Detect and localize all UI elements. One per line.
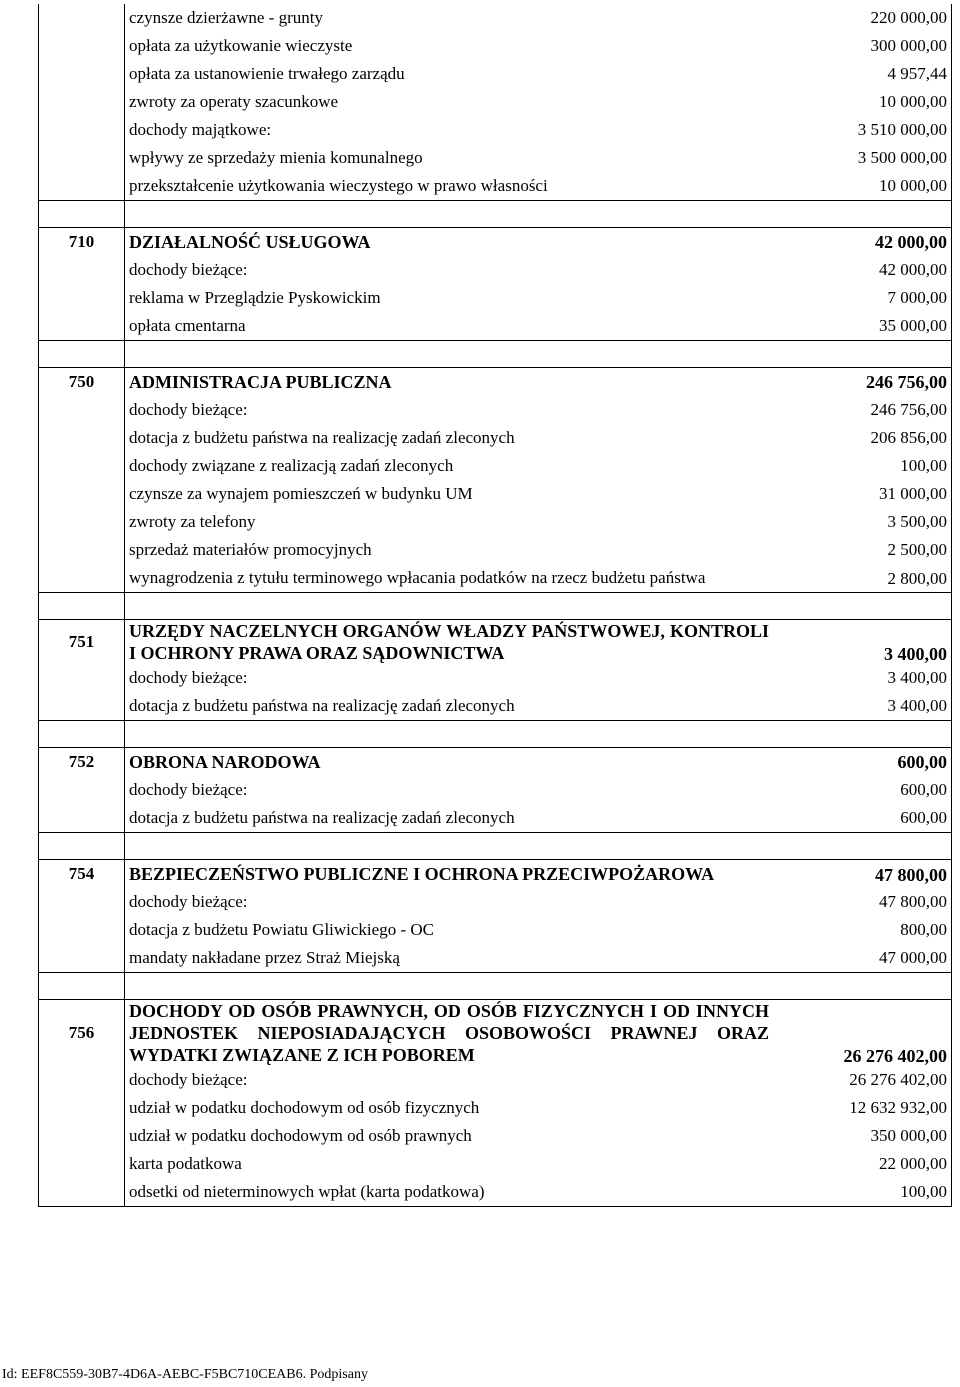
row-content (129, 892, 947, 912)
section-code-cell (39, 564, 125, 593)
table-row (39, 4, 952, 32)
description-cell (125, 32, 952, 60)
description-cell (125, 396, 952, 424)
section-code-cell (39, 256, 125, 284)
table-row (39, 916, 952, 944)
section-spacer-row (39, 721, 952, 748)
row-content (129, 1126, 947, 1146)
description-cell (125, 860, 952, 889)
table-row (39, 508, 952, 536)
table-row (39, 804, 952, 833)
section-code-cell (39, 1178, 125, 1207)
table-row (39, 256, 952, 284)
item-amount: 2 800,00 (887, 569, 947, 588)
row-content (129, 567, 947, 589)
description-cell (125, 776, 952, 804)
spacer-cell (39, 341, 125, 368)
section-spacer-row (39, 833, 952, 860)
table-row (39, 424, 952, 452)
row-content (129, 316, 947, 336)
item-amount: 12 632 932,00 (849, 1098, 947, 1117)
section-code-cell (39, 88, 125, 116)
item-description: opłata cmentarna (129, 316, 246, 335)
item-description: dotacja z budżetu Powiatu Gliwickiego - OC (129, 920, 434, 939)
table-row (39, 888, 952, 916)
section-title: OBRONA NARODOWA (129, 752, 321, 772)
section-code-cell (39, 536, 125, 564)
item-description: sprzedaż materiałów promocyjnych (129, 540, 372, 559)
item-description: wynagrodzenia z tytułu terminowego wpłacania podatków na rzecz budżetu państwa (129, 568, 706, 587)
description-cell (125, 944, 952, 973)
table-row (39, 88, 952, 116)
section-code-cell (39, 172, 125, 201)
item-description: odsetki od nieterminowych wpłat (karta podatkowa) (129, 1182, 485, 1201)
item-description: przekształcenie użytkowania wieczystego w prawo własności (129, 176, 548, 195)
section-total-amount: 47 800,00 (875, 865, 947, 885)
budget-table (38, 4, 952, 1207)
section-code-cell (39, 396, 125, 424)
section-title: DZIAŁALNOŚĆ USŁUGOWA (129, 232, 371, 252)
row-content (129, 668, 947, 688)
item-amount: 100,00 (900, 456, 947, 475)
section-spacer-row (39, 973, 952, 1000)
section-title: DOCHODY OD OSÓB PRAWNYCH, OD OSÓB FIZYCZNYCH I OD INNYCH JEDNOSTEK NIEPOSIADAJĄCYCH OSOBOWOŚCI PRAWNEJ ORAZ WYDATKI ZWIĄZANE Z ICH POBOREM (129, 1001, 769, 1065)
item-description: dochody majątkowe: (129, 120, 272, 139)
description-cell (125, 536, 952, 564)
row-content (129, 232, 947, 252)
description-cell (125, 1122, 952, 1150)
section-total-amount: 26 276 402,00 (843, 1046, 947, 1066)
item-amount: 4 957,44 (887, 64, 947, 83)
section-code-cell: 754 (39, 860, 125, 889)
section-code-cell (39, 144, 125, 172)
section-code-cell: 710 (39, 228, 125, 257)
item-description: wpływy ze sprzedaży mienia komunalnego (129, 148, 423, 167)
item-amount: 600,00 (900, 808, 947, 827)
row-content (129, 780, 947, 800)
section-heading-row (39, 368, 952, 397)
description-cell (125, 144, 952, 172)
section-code-cell (39, 1150, 125, 1178)
section-code-cell (39, 452, 125, 480)
item-description: dochody bieżące: (129, 1070, 248, 1089)
item-amount: 10 000,00 (879, 176, 947, 195)
budget-table-body (39, 4, 952, 1207)
description-cell (125, 916, 952, 944)
row-content (129, 540, 947, 560)
item-description: czynsze za wynajem pomieszczeń w budynku UM (129, 484, 473, 503)
section-title: ADMINISTRACJA PUBLICZNA (129, 372, 392, 392)
description-cell (125, 1066, 952, 1094)
table-row (39, 396, 952, 424)
section-title: URZĘDY NACZELNYCH ORGANÓW WŁADZY PAŃSTWOWEJ, KONTROLI I OCHRONY PRAWA ORAZ SĄDOWNICTWA (129, 621, 769, 663)
item-description: dotacja z budżetu państwa na realizację zadań zleconych (129, 428, 515, 447)
section-code-cell (39, 804, 125, 833)
section-code-cell (39, 1066, 125, 1094)
description-cell (125, 368, 952, 397)
description-cell (125, 1094, 952, 1122)
spacer-cell (125, 833, 952, 860)
table-row (39, 32, 952, 60)
item-amount: 3 400,00 (887, 668, 947, 687)
row-content (129, 512, 947, 532)
row-content (129, 1070, 947, 1090)
row-content (129, 8, 947, 28)
section-code-cell (39, 312, 125, 341)
row-content (129, 920, 947, 940)
table-row (39, 116, 952, 144)
row-content (129, 36, 947, 56)
item-amount: 800,00 (900, 920, 947, 939)
spacer-cell (39, 833, 125, 860)
item-amount: 3 400,00 (887, 696, 947, 715)
row-content (129, 752, 947, 772)
row-content (129, 620, 947, 664)
section-code-cell (39, 888, 125, 916)
item-amount: 42 000,00 (879, 260, 947, 279)
item-amount: 10 000,00 (879, 92, 947, 111)
table-row (39, 284, 952, 312)
description-cell (125, 424, 952, 452)
section-code-cell (39, 1094, 125, 1122)
item-amount: 22 000,00 (879, 1154, 947, 1173)
document-id-footer: Id: EEF8C559-30B7-4D6A-AEBC-F5BC710CEAB6. Podpisany (2, 1367, 368, 1382)
table-row (39, 664, 952, 692)
row-content (129, 120, 947, 140)
table-row (39, 60, 952, 88)
description-cell (125, 256, 952, 284)
section-code-cell (39, 508, 125, 536)
section-code-cell (39, 776, 125, 804)
row-content (129, 863, 947, 885)
item-description: karta podatkowa (129, 1154, 242, 1173)
item-amount: 26 276 402,00 (849, 1070, 947, 1089)
section-total-amount: 42 000,00 (875, 232, 947, 252)
item-amount: 206 856,00 (870, 428, 947, 447)
item-amount: 246 756,00 (870, 400, 947, 419)
row-content (129, 1098, 947, 1118)
item-amount: 7 000,00 (887, 288, 947, 307)
spacer-cell (125, 201, 952, 228)
item-amount: 300 000,00 (870, 36, 947, 55)
table-row (39, 564, 952, 593)
section-code-cell: 752 (39, 748, 125, 777)
item-description: dochody bieżące: (129, 400, 248, 419)
item-amount: 100,00 (900, 1182, 947, 1201)
section-spacer-row (39, 341, 952, 368)
table-row (39, 172, 952, 201)
row-content (129, 288, 947, 308)
item-amount: 600,00 (900, 780, 947, 799)
section-code-cell (39, 944, 125, 973)
row-content (129, 456, 947, 476)
section-total-amount: 246 756,00 (866, 372, 947, 392)
item-description: dochody bieżące: (129, 260, 248, 279)
row-content (129, 1000, 947, 1066)
section-spacer-row (39, 593, 952, 620)
description-cell (125, 664, 952, 692)
table-row (39, 776, 952, 804)
item-description: dochody bieżące: (129, 780, 248, 799)
description-cell (125, 172, 952, 201)
item-description: udział w podatku dochodowym od osób prawnych (129, 1126, 472, 1145)
section-total-amount: 3 400,00 (884, 644, 947, 664)
section-heading-row (39, 1000, 952, 1067)
section-code-cell (39, 664, 125, 692)
item-description: mandaty nakładane przez Straż Miejską (129, 948, 400, 967)
row-content (129, 484, 947, 504)
table-row (39, 944, 952, 973)
description-cell (125, 60, 952, 88)
row-content (129, 176, 947, 196)
item-description: dochody związane z realizacją zadań zleconych (129, 456, 454, 475)
spacer-cell (125, 721, 952, 748)
section-code-cell (39, 1122, 125, 1150)
description-cell (125, 804, 952, 833)
item-amount: 47 800,00 (879, 892, 947, 911)
item-description: opłata za użytkowanie wieczyste (129, 36, 353, 55)
row-content (129, 1154, 947, 1174)
description-cell (125, 508, 952, 536)
item-amount: 220 000,00 (870, 8, 947, 27)
section-total-amount: 600,00 (897, 752, 947, 772)
section-spacer-row (39, 201, 952, 228)
table-row (39, 1150, 952, 1178)
item-description: reklama w Przeglądzie Pyskowickim (129, 288, 381, 307)
row-content (129, 64, 947, 84)
item-description: dotacja z budżetu państwa na realizację zadań zleconych (129, 808, 515, 827)
row-content (129, 148, 947, 168)
section-code-cell (39, 916, 125, 944)
spacer-cell (39, 721, 125, 748)
spacer-cell (125, 341, 952, 368)
item-amount: 31 000,00 (879, 484, 947, 503)
item-description: opłata za ustanowienie trwałego zarządu (129, 64, 405, 83)
item-amount: 3 500,00 (887, 512, 947, 531)
table-row (39, 536, 952, 564)
table-row (39, 480, 952, 508)
spacer-cell (39, 201, 125, 228)
item-description: dotacja z budżetu państwa na realizację zadań zleconych (129, 696, 515, 715)
section-heading-row (39, 620, 952, 665)
row-content (129, 428, 947, 448)
row-content (129, 696, 947, 716)
table-row (39, 452, 952, 480)
table-row (39, 692, 952, 721)
section-code-cell (39, 116, 125, 144)
description-cell (125, 480, 952, 508)
table-row (39, 1122, 952, 1150)
item-description: dochody bieżące: (129, 892, 248, 911)
item-amount: 3 500 000,00 (857, 148, 947, 167)
section-code-cell (39, 4, 125, 32)
section-heading-row (39, 860, 952, 889)
section-code-cell (39, 284, 125, 312)
description-cell (125, 620, 952, 665)
description-cell (125, 1150, 952, 1178)
description-cell (125, 1178, 952, 1207)
table-row (39, 1094, 952, 1122)
section-code-cell: 751 (39, 620, 125, 665)
section-code-cell (39, 424, 125, 452)
item-description: dochody bieżące: (129, 668, 248, 687)
section-code-cell (39, 480, 125, 508)
row-content (129, 372, 947, 392)
item-description: czynsze dzierżawne - grunty (129, 8, 323, 27)
table-row (39, 1178, 952, 1207)
description-cell (125, 116, 952, 144)
table-row (39, 144, 952, 172)
section-heading-row (39, 748, 952, 777)
description-cell (125, 692, 952, 721)
description-cell (125, 888, 952, 916)
section-code-cell: 750 (39, 368, 125, 397)
description-cell (125, 748, 952, 777)
section-heading-row (39, 228, 952, 257)
spacer-cell (39, 593, 125, 620)
spacer-cell (125, 593, 952, 620)
spacer-cell (39, 973, 125, 1000)
item-amount: 47 000,00 (879, 948, 947, 967)
item-amount: 35 000,00 (879, 316, 947, 335)
table-row (39, 1066, 952, 1094)
description-cell (125, 452, 952, 480)
row-content (129, 948, 947, 968)
row-content (129, 808, 947, 828)
item-description: zwroty za telefony (129, 512, 256, 531)
row-content (129, 92, 947, 112)
item-amount: 2 500,00 (887, 540, 947, 559)
description-cell (125, 1000, 952, 1067)
description-cell (125, 564, 952, 593)
section-code-cell: 756 (39, 1000, 125, 1067)
section-code-cell (39, 60, 125, 88)
section-title: BEZPIECZEŃSTWO PUBLICZNE I OCHRONA PRZECIWPOŻAROWA (129, 864, 715, 884)
description-cell (125, 312, 952, 341)
item-amount: 350 000,00 (870, 1126, 947, 1145)
item-description: zwroty za operaty szacunkowe (129, 92, 339, 111)
row-content (129, 400, 947, 420)
row-content (129, 1182, 947, 1202)
description-cell (125, 4, 952, 32)
section-code-cell (39, 32, 125, 60)
section-code-cell (39, 692, 125, 721)
item-amount: 3 510 000,00 (857, 120, 947, 139)
item-description: udział w podatku dochodowym od osób fizycznych (129, 1098, 480, 1117)
description-cell (125, 284, 952, 312)
spacer-cell (125, 973, 952, 1000)
description-cell (125, 228, 952, 257)
row-content (129, 260, 947, 280)
table-row (39, 312, 952, 341)
description-cell (125, 88, 952, 116)
